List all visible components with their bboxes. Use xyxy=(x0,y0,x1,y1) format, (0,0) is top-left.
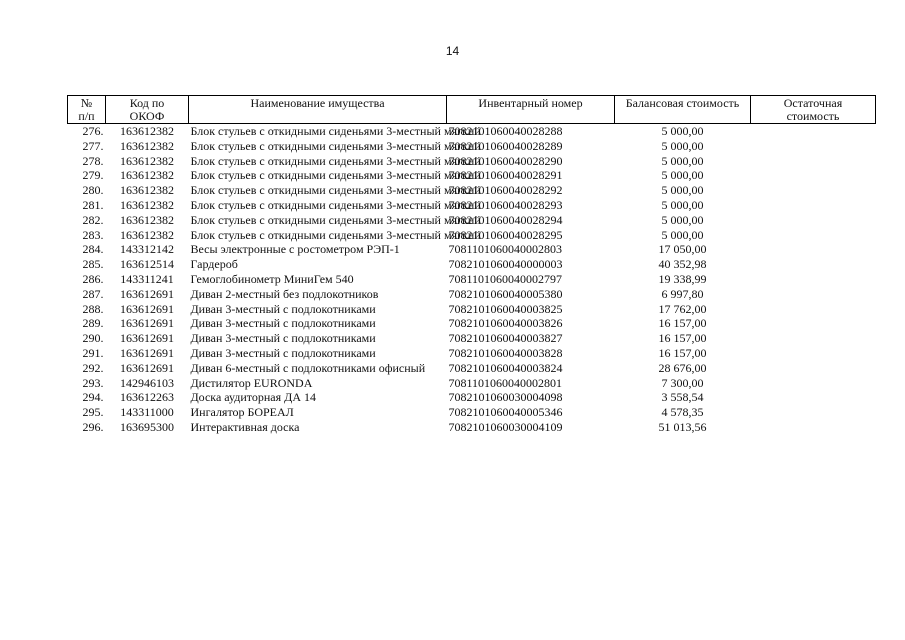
inventory-number: 7082101060040003825 xyxy=(448,301,563,316)
okof-code: 163612691 xyxy=(120,331,174,346)
residual-value xyxy=(751,139,876,154)
table-row xyxy=(68,405,876,420)
table-row xyxy=(68,228,876,243)
property-name: Блок стульев с откидными сиденьями 3-местный мягкий xyxy=(190,153,481,168)
row-number: 281. xyxy=(82,197,104,212)
inventory-number: 7082101060040028293 xyxy=(448,197,563,212)
okof-code: 163612691 xyxy=(120,286,174,301)
okof-code: 163612691 xyxy=(120,360,174,375)
residual-value xyxy=(751,331,876,346)
balance-value: 19 338,99 xyxy=(658,271,707,286)
property-name: Ингалятор БОРЕАЛ xyxy=(190,405,294,420)
table-row xyxy=(68,331,876,346)
balance-value: 4 578,35 xyxy=(661,405,704,420)
row-number: 280. xyxy=(82,183,104,198)
table-row xyxy=(68,376,876,391)
property-name: Диван 3-местный с подлокотниками xyxy=(190,331,376,346)
property-name: Диван 3-местный с подлокотниками xyxy=(190,316,376,331)
residual-value xyxy=(751,405,876,420)
residual-value xyxy=(751,154,876,169)
row-number: 295. xyxy=(82,405,104,420)
row-number: 289. xyxy=(82,316,104,331)
row-number: 284. xyxy=(82,242,104,257)
table-row xyxy=(68,272,876,287)
okof-code: 163612382 xyxy=(120,212,174,227)
okof-code: 163612382 xyxy=(120,124,174,138)
balance-value: 5 000,00 xyxy=(661,212,704,227)
property-name: Весы электронные с ростометром РЭП-1 xyxy=(190,242,400,257)
okof-code: 163612691 xyxy=(120,345,174,360)
residual-value xyxy=(751,272,876,287)
residual-value xyxy=(751,124,876,139)
property-name: Блок стульев с откидными сиденьями 3-местный мягкий xyxy=(190,197,481,212)
balance-value: 51 013,56 xyxy=(658,419,707,434)
residual-value xyxy=(751,316,876,331)
row-number: 296. xyxy=(82,419,104,434)
row-number: 276. xyxy=(82,124,104,138)
residual-value xyxy=(751,168,876,183)
row-number: 285. xyxy=(82,257,104,272)
property-name: Дистилятор EURONDA xyxy=(190,375,313,390)
balance-value: 3 558,54 xyxy=(661,390,704,405)
row-number: 287. xyxy=(82,286,104,301)
balance-value: 16 157,00 xyxy=(658,345,707,360)
okof-code: 163612691 xyxy=(120,301,174,316)
property-name: Блок стульев с откидными сиденьями 3-местный мягкий xyxy=(190,227,481,242)
balance-value: 5 000,00 xyxy=(661,138,704,153)
table-row xyxy=(68,242,876,257)
row-number: 277. xyxy=(82,138,104,153)
table-row xyxy=(68,302,876,317)
header-balance-value: Балансовая стоимость xyxy=(615,96,751,124)
residual-value xyxy=(751,213,876,228)
inventory-number: 7082101060040028294 xyxy=(448,212,563,227)
page-number: 14 xyxy=(445,44,460,58)
residual-value xyxy=(751,376,876,391)
okof-code: 163612382 xyxy=(120,227,174,242)
table-row xyxy=(68,154,876,169)
inventory-number: 7082101060040028290 xyxy=(448,153,563,168)
row-number: 293. xyxy=(82,375,104,390)
row-number: 290. xyxy=(82,331,104,346)
row-number: 291. xyxy=(82,345,104,360)
residual-value xyxy=(751,346,876,361)
residual-value xyxy=(751,390,876,405)
okof-code: 142946103 xyxy=(120,375,174,390)
row-number: 279. xyxy=(82,168,104,183)
balance-value: 28 676,00 xyxy=(658,360,707,375)
row-number: 288. xyxy=(82,301,104,316)
property-name: Блок стульев с откидными сиденьями 3-местный мягкий xyxy=(190,138,481,153)
okof-code: 163612382 xyxy=(120,168,174,183)
residual-value xyxy=(751,183,876,198)
inventory-number: 7082101060040005346 xyxy=(448,405,563,420)
balance-value: 5 000,00 xyxy=(661,197,704,212)
inventory-number: 7082101060040000003 xyxy=(448,257,563,272)
balance-value: 16 157,00 xyxy=(658,331,707,346)
row-number: 283. xyxy=(82,227,104,242)
balance-value: 17 050,00 xyxy=(658,242,707,257)
okof-code: 163612691 xyxy=(120,316,174,331)
okof-code: 163612263 xyxy=(120,390,174,405)
residual-value xyxy=(751,228,876,243)
header-residual-value: Остаточная стоимость xyxy=(751,96,876,124)
balance-value: 5 000,00 xyxy=(661,183,704,198)
balance-value: 5 000,00 xyxy=(661,124,704,138)
inventory-number: 7082101060030004109 xyxy=(448,419,563,434)
table-row xyxy=(68,213,876,228)
property-name: Интерактивная доска xyxy=(190,419,300,434)
table-row xyxy=(68,361,876,376)
row-number: 292. xyxy=(82,360,104,375)
okof-code: 163695300 xyxy=(120,419,174,434)
table-row xyxy=(68,168,876,183)
balance-value: 5 000,00 xyxy=(661,227,704,242)
inventory-number: 7082101060040028291 xyxy=(448,168,563,183)
row-number: 282. xyxy=(82,212,104,227)
table-row xyxy=(68,420,876,435)
inventory-number: 7081101060040002797 xyxy=(448,271,563,286)
property-name: Блок стульев с откидными сиденьями 3-местный мягкий xyxy=(190,212,481,227)
okof-code: 143311241 xyxy=(120,271,174,286)
residual-value xyxy=(751,198,876,213)
balance-value: 16 157,00 xyxy=(658,316,707,331)
inventory-number: 7082101060040028292 xyxy=(448,183,563,198)
property-name: Диван 6-местный с подлокотниками офисный xyxy=(190,360,426,375)
table-row xyxy=(68,346,876,361)
row-number: 294. xyxy=(82,390,104,405)
property-name: Гардероб xyxy=(190,257,238,272)
residual-value xyxy=(751,361,876,376)
balance-value: 40 352,98 xyxy=(658,257,707,272)
table-row xyxy=(68,198,876,213)
okof-code: 143311000 xyxy=(120,405,174,420)
balance-value: 5 000,00 xyxy=(661,153,704,168)
table-header-row xyxy=(68,96,876,124)
table-row xyxy=(68,390,876,405)
row-number: 286. xyxy=(82,271,104,286)
table-row xyxy=(68,287,876,302)
inventory-number: 7082101060040028289 xyxy=(448,138,563,153)
okof-code: 163612382 xyxy=(120,197,174,212)
residual-value xyxy=(751,420,876,435)
inventory-number: 7082101060040028295 xyxy=(448,227,563,242)
residual-value xyxy=(751,257,876,272)
header-num: № п/п xyxy=(68,96,106,124)
okof-code: 163612514 xyxy=(120,257,174,272)
balance-value: 7 300,00 xyxy=(661,375,704,390)
residual-value xyxy=(751,242,876,257)
header-property-name: Наименование имущества xyxy=(189,96,447,124)
inventory-number: 7082101060040003827 xyxy=(448,331,563,346)
table-row xyxy=(68,124,876,139)
property-name: Блок стульев с откидными сиденьями 3-местный мягкий xyxy=(190,183,481,198)
table-row xyxy=(68,139,876,154)
property-name: Доска аудиторная ДА 14 xyxy=(190,390,316,405)
header-inventory-number: Инвентарный номер xyxy=(447,96,615,124)
inventory-number: 7082101060040003828 xyxy=(448,345,563,360)
okof-code: 163612382 xyxy=(120,153,174,168)
table-row xyxy=(68,316,876,331)
property-table xyxy=(67,95,876,435)
property-name: Диван 3-местный с подлокотниками xyxy=(190,301,376,316)
okof-code: 163612382 xyxy=(120,138,174,153)
property-name: Гемоглобинометр МиниГем 540 xyxy=(190,271,354,286)
header-okof-code: Код по ОКОФ xyxy=(106,96,189,124)
row-number: 278. xyxy=(82,153,104,168)
property-name: Диван 3-местный с подлокотниками xyxy=(190,345,376,360)
inventory-number: 7082101060040003826 xyxy=(448,316,563,331)
balance-value: 17 762,00 xyxy=(658,301,707,316)
inventory-number: 7082101060040003824 xyxy=(448,360,563,375)
okof-code: 163612382 xyxy=(120,183,174,198)
residual-value xyxy=(751,287,876,302)
okof-code: 143312142 xyxy=(120,242,174,257)
property-name: Диван 2-местный без подлокотников xyxy=(190,286,379,301)
property-name: Блок стульев с откидными сиденьями 3-местный мягкий xyxy=(190,124,481,138)
inventory-number: 7082101060040005380 xyxy=(448,286,563,301)
property-name: Блок стульев с откидными сиденьями 3-местный мягкий xyxy=(190,168,481,183)
inventory-number: 7082101060040028288 xyxy=(448,124,563,138)
table-row xyxy=(68,257,876,272)
inventory-number: 7082101060030004098 xyxy=(448,390,563,405)
residual-value xyxy=(751,302,876,317)
balance-value: 6 997,80 xyxy=(661,286,704,301)
table-row xyxy=(68,183,876,198)
inventory-number: 7081101060040002803 xyxy=(448,242,563,257)
inventory-number: 7081101060040002801 xyxy=(448,375,563,390)
balance-value: 5 000,00 xyxy=(661,168,704,183)
